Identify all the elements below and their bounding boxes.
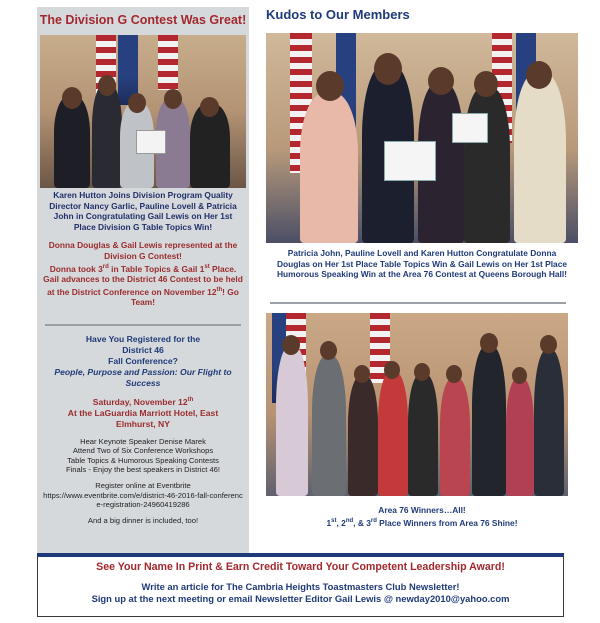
conference-registration xyxy=(37,334,249,525)
reg-question: Have You Registered for the xyxy=(85,334,201,344)
division-g-photo xyxy=(40,35,246,188)
keynote-text: Hear Keynote Speaker Denise Marek xyxy=(80,436,206,446)
results-text: Donna took 3rd in Table Topics & Gail 1st Place. Gail advances to the District 46 Contest to be held at the District Conference on November 12th! Go Team! xyxy=(43,263,243,308)
area76-winners-photo xyxy=(266,313,568,496)
sidebar xyxy=(37,7,249,555)
reg-venue: At the LaGuardia Marriott Hotel, East Elmhurst, NY xyxy=(67,407,219,429)
reg-district: District 46 xyxy=(122,345,164,355)
newsletter-callout xyxy=(37,553,564,617)
newsletter-line-1: Write an article for The Cambria Heights Toastmasters Club Newsletter! xyxy=(141,581,460,592)
dinner-text: And a big dinner is included, too! xyxy=(87,515,199,525)
area76-winners-caption: Area 76 Winners…All! 1st, 2nd, & 3rd Place Winners from Area 76 Shine! xyxy=(326,505,518,528)
register-link[interactable]: https://www.eventbrite.com/e/district-46-2016-fall-conference-registration-24960419286 xyxy=(43,490,243,510)
reg-theme: People, Purpose and Passion: Our Flight to Success xyxy=(54,367,232,388)
sidebar-divider xyxy=(45,324,241,326)
area76-congrats-photo xyxy=(266,33,578,243)
workshops-text: Attend Two of Six Conference Workshops xyxy=(72,446,214,456)
reg-conference: Fall Conference? xyxy=(108,356,178,366)
kudos-divider xyxy=(270,302,566,304)
area76-congrats-caption: Patricia John, Pauline Lovell and Karen Hutton Congratulate Donna Douglas on Her 1st Place Table Topics Win & Gail Lewis on Her 1st Place Humorous Speaking Win at the Area 76 Contest at Queens Borough Hall! xyxy=(276,248,568,279)
newsletter-headline: See Your Name In Print & Earn Credit Toward Your Competent Leadership Award! xyxy=(96,561,505,573)
register-label: Register online at Eventbrite xyxy=(95,481,191,491)
kudos-title: Kudos to Our Members xyxy=(266,7,410,22)
contests-text: Table Topics & Humorous Speaking Contests xyxy=(67,455,219,465)
newsletter-line-2: Sign up at the next meeting or email Newsletter Editor Gail Lewis @ newday2010@yahoo.com xyxy=(91,593,510,604)
reg-date: Saturday, November 12th xyxy=(92,396,194,407)
finals-text: Finals - Enjoy the best speakers in District 46! xyxy=(65,465,221,475)
sidebar-title: The Division G Contest Was Great! xyxy=(39,13,247,27)
division-g-caption: Karen Hutton Joins Division Program Quality Director Nancy Garlic, Pauline Lovell & Patricia John in Congratulating Gail Lewis on Her 1st Place Division G Table Topics Win! xyxy=(49,190,237,232)
representation-text: Donna Douglas & Gail Lewis represented at the Division G Contest! xyxy=(48,240,238,261)
